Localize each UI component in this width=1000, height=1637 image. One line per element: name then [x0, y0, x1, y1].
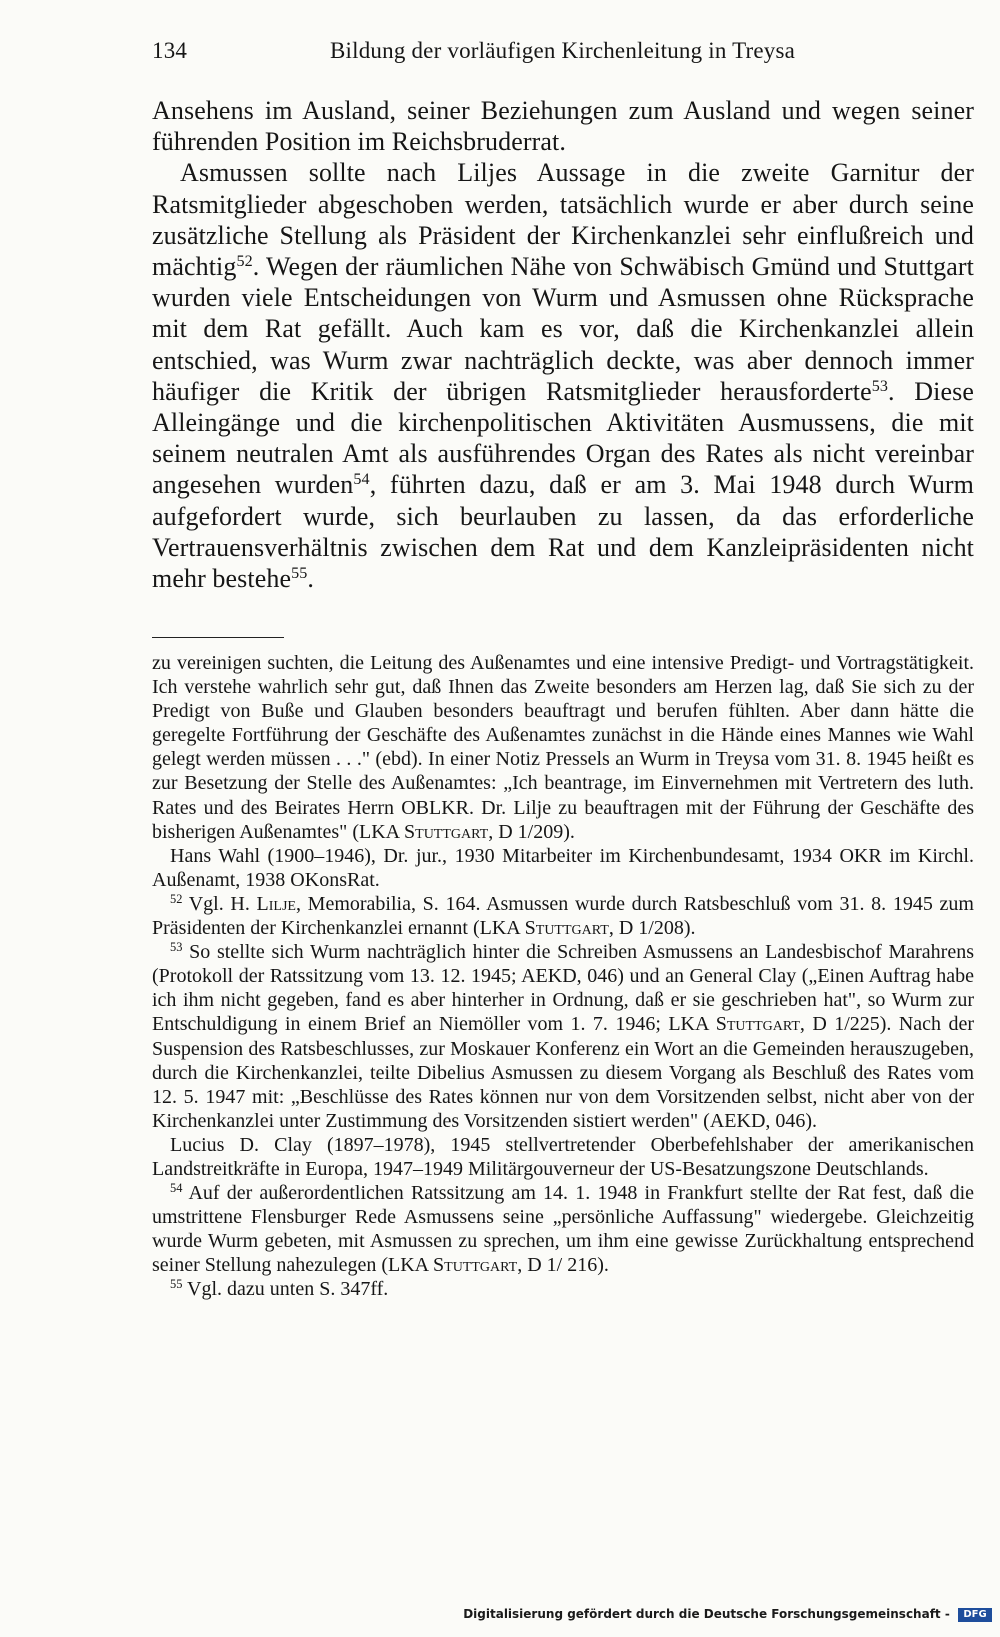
footnote-ref-54[interactable]: 54: [353, 471, 370, 489]
footnote-wahl: Hans Wahl (1900–1946), Dr. jur., 1930 Mitarbeiter im Kirchenbundesamt, 1934 OKR im Kirchl. Außenamt, 1938 OKonsRat.: [152, 844, 974, 891]
footnotes: [152, 651, 974, 1302]
paragraph-1: Ansehens im Ausland, seiner Beziehungen zum Ausland und wegen seiner führenden Position im Reichsbruderrat.: [152, 96, 974, 157]
footnote-divider: [152, 637, 284, 638]
footnote-ref-55[interactable]: 55: [291, 565, 308, 583]
paragraph-2: Asmussen sollte nach Liljes Aussage in die zweite Garnitur der Ratsmitglieder abgeschoben werden, tatsächlich wurde er aber durch seine zusätzliche Stellung als Präsident der Kirchenkanzlei sehr einflußreich und mächtig$^{52}$. Wegen der räumlichen Nähe von Schwäbisch Gmünd und Stuttgart wurden viele Entscheidungen von Wurm und Asmussen ohne Rücksprache mit dem Rat gefällt. Auch kam es vor, daß die Kirchenkanzlei allein entschied, was Wurm zwar nachträglich deckte, was aber dennoch immer häufiger die Kritik der übrigen Ratsmitglieder herausforderte$^{53}$. Diese Alleingänge und die kirchenpolitischen Aktivitäten Ausmussens, die mit seinem neutralen Amt als ausführendes Organ des Rates als nicht vereinbar angesehen wurden$^{54}$, führten dazu, daß er am 3. Mai 1948 durch Wurm aufgefordert wurde, sich beurlauben zu lassen, da das erforderliche Vertrauensverhältnis zwischen dem Rat und dem Kanzleipräsidenten nicht mehr bestehe$^{55}$.: [152, 158, 974, 594]
dfg-logo: DFG: [958, 1608, 992, 1622]
footnote-54: $^{54}$ Auf der außerordentlichen Ratssitzung am 14. 1. 1948 in Frankfurt stellte der Rat fest, daß die umstrittene Flensburger Rede Asmussens seine „persönliche Auffassung" wiedergebe. Gleichzeitig wurde Wurm gebeten, mit Asmussen zu sprechen, um ihm eine gewisse Zurückhaltung entsprechend seiner Stellung nahezulegen (LKA Stuttgart, D 1/ 216).: [152, 1181, 974, 1277]
page-header: [152, 38, 972, 72]
footnote-ref-53[interactable]: 53: [871, 377, 889, 395]
footnote-clay: Lucius D. Clay (1897–1978), 1945 stellvertretender Oberbefehlshaber der amerikanischen Landstreitkräfte in Europa, 1947–1949 Militärgouverneur der US-Besatzungszone Deutschlands.: [152, 1133, 974, 1180]
digitization-credit: [0, 1607, 1000, 1629]
running-title: Bildung der vorläufigen Kirchenleitung in Treysa: [330, 38, 796, 63]
credit-text: Digitalisierung gefördert durch die Deutsche Forschungsgemeinschaft -: [463, 1607, 950, 1621]
footnote-55: $^{55}$ Vgl. dazu unten S. 347ff.: [170, 1277, 389, 1301]
main-text: [152, 95, 974, 594]
page-number: 134: [152, 38, 188, 63]
footnote-continuation: zu vereinigen suchten, die Leitung des Außenamtes und eine intensive Predigt- und Vortragstätigkeit. Ich verstehe wahrlich sehr gut, daß Ihnen das Zweite besonders am Herzen lag, daß Sie sich zu der Predigt von Buße und Glauben besonders beauftragt und berufen fühlten. Aber dann hätte die geregelte Fortführung der Geschäfte des Außenamtes zunächst in die Hände eines Mannes wie Wahl gelegt werden müssen . . ." (ebd). In einer Notiz Pressels an Wurm in Treysa vom 31. 8. 1945 heißt es zur Besetzung der Stelle des Außenamtes: „Ich beantrage, im Einvernehmen mit Vertretern des luth. Rates und des Beirates Herrn OBLKR. Dr. Lilje zu beauftragen mit der Führung der Geschäfte des bisherigen Außenamtes" (LKA Stuttgart, D 1/209).: [152, 652, 974, 843]
footnote-53: $^{53}$ So stellte sich Wurm nachträglich hinter die Schreiben Asmussens an Landesbischof Marahrens (Protokoll der Ratssitzung vom 13. 12. 1945; AEKD, 046) und an General Clay („Einen Auftrag habe ich ihm nicht gegeben, fand es aber hinterher in Ordnung, daß er sie geschrieben hat", so Wurm zur Entschuldigung in einem Brief an Niemöller vom 1. 7. 1946; LKA Stuttgart, D 1/225). Nach der Suspension des Ratsbeschlusses, zur Moskauer Konferenz ein Wort an die Gemeinden herauszugeben, durch die Kirchenkanzlei, teilte Dibelius Asmussen zu diesem Vorgang als Beschluß des Rates vom 12. 5. 1947 mit: „Beschlüsse des Rates können nur von dem Vorsitzenden selbst, nicht aber von der Kirchenkanzlei unter Zustimmung des Vorsitzenden sistiert werden" (AEKD, 046).: [152, 940, 974, 1132]
footnote-ref-52[interactable]: 52: [236, 253, 253, 271]
footnote-52: $^{52}$ Vgl. H. Lilje, Memorabilia, S. 164. Asmussen wurde durch Ratsbeschluß vom 31. 8. 1945 zum Präsidenten der Kirchenkanzlei ernannt (LKA Stuttgart, D 1/208).: [152, 892, 974, 940]
